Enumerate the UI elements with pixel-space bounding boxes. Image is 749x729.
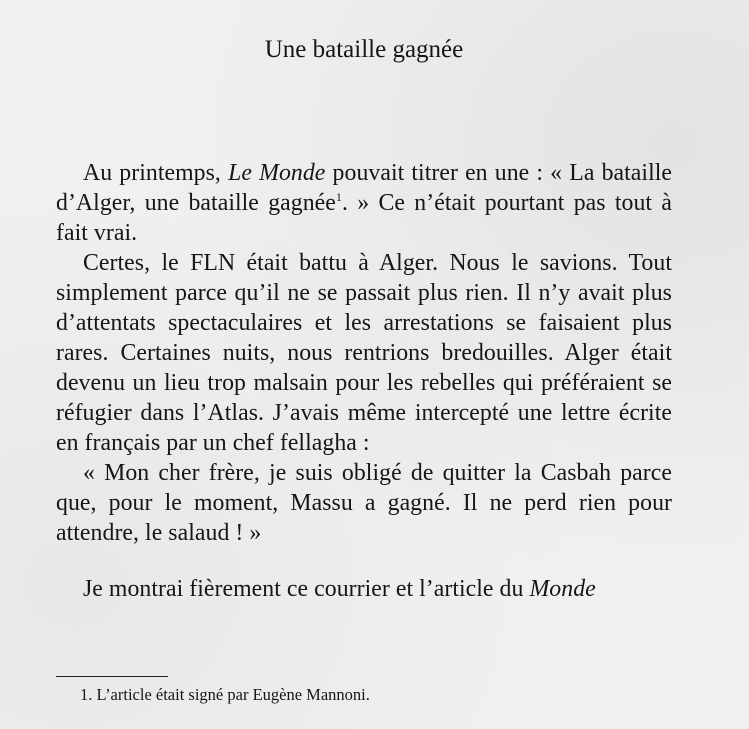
paragraph-4 (56, 574, 672, 604)
paragraph-3-quoted-letter: « Mon cher frère, je suis obligé de quitter la Casbah parce que, pour le moment, Massu a gagné. Il ne perd rien pour attendre, le salaud ! » (56, 460, 672, 546)
p1-newspaper-title: Le Monde (228, 160, 326, 186)
paragraph-1 (56, 158, 672, 248)
book-page (56, 24, 672, 714)
body-text (56, 158, 672, 604)
p1-text-middle: pouvait titrer en une : « La bataille d’Alger, une bataille gagnée (56, 160, 672, 216)
footnote: 1. L’article était signé par Eugène Mannoni. (80, 685, 370, 704)
footnote-divider (56, 676, 168, 677)
footnote-reference: 1 (335, 190, 342, 205)
chapter-title: Une bataille gagnée (264, 36, 464, 63)
p1-text-before: Au printemps, (83, 160, 229, 186)
p4-newspaper-title: Monde (529, 576, 596, 602)
p4-text-before: Je montrai fièrement ce courrier et l’article du (83, 576, 530, 602)
paragraph-2: Certes, le FLN était battu à Alger. Nous le savions. Tout simplement parce qu’il ne se passait plus rien. Il n’y avait plus d’attentats spectaculaires et les arrestations se faisaient plus rares. Certaines nuits, nous rentrions bredouilles. Alger était devenu un lieu trop malsain pour les rebelles qui préféraient se réfugier dans l’Atlas. J’avais même intercepté une lettre écrite en français par un chef fellagha : (56, 250, 672, 456)
p1-text-after: . » Ce n’était pourtant pas tout à fait vrai. (56, 190, 672, 246)
